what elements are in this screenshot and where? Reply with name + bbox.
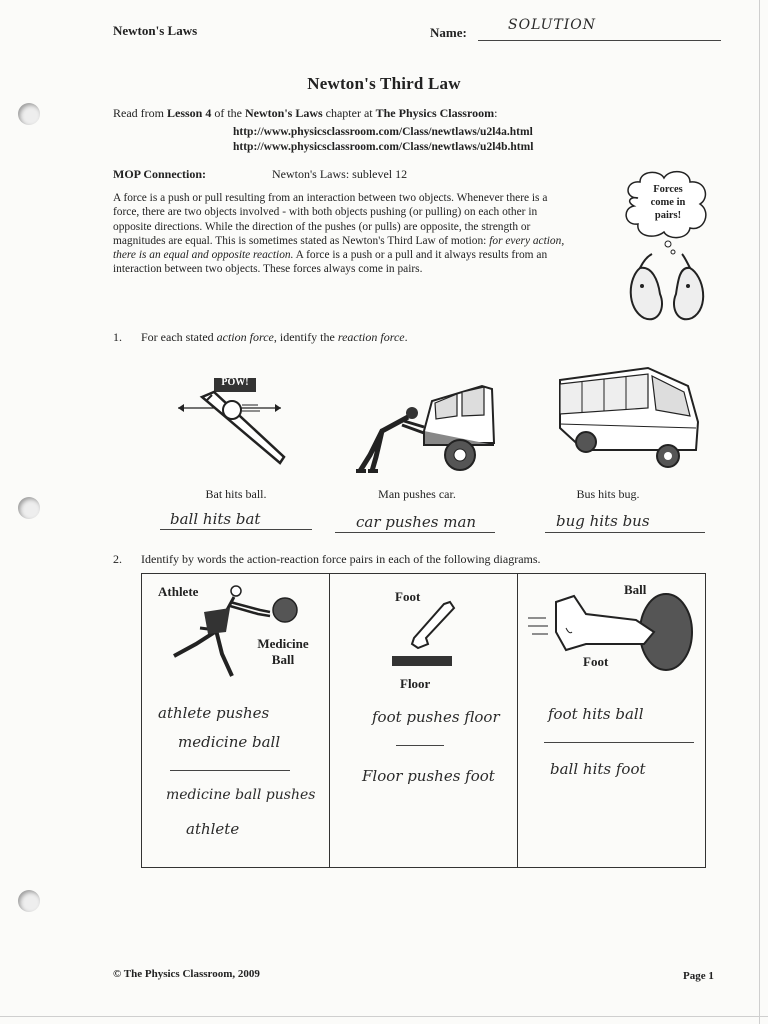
cell3-answer1: foot hits ball — [548, 705, 644, 723]
intro-paragraph: A force is a push or pull resulting from an interaction between two objects. Whenever there is a force, there are two objects involved - with both objects pushing (or pulling) on each other in opposite directions. While the direction of the pushes (or pulls) are opposite, the strength or magnitudes are equal. This is sometimes stated as Newton's Third Law of motion: for every action, there is an equal and opposite reaction. A force is a push or a pull and it always results from an interaction between two objects. These forces always come in pairs. — [113, 192, 565, 276]
answer-bus: bug hits bus — [556, 512, 650, 530]
caption-car: Man pushes car. — [378, 487, 456, 501]
reading-instructions: Read from Lesson 4 of the Newton's Laws chapter at The Physics Classroom: — [113, 106, 498, 120]
q2-number: 2. — [113, 552, 122, 566]
course-title: Newton's Laws — [113, 23, 198, 38]
answer-line-bat — [160, 529, 312, 530]
cell1-divider — [170, 770, 290, 771]
man-car-illustration — [332, 381, 497, 476]
caption-bat: Bat hits ball. — [205, 487, 267, 501]
q2-prompt: Identify by words the action-reaction force pairs in each of the following diagrams. — [141, 552, 541, 566]
pow-label: POW! — [221, 377, 249, 388]
cell2-answer2: Floor pushes foot — [362, 767, 495, 785]
page-number: Page 1 — [683, 970, 714, 982]
label-floor: Floor — [400, 676, 431, 691]
mop-value: Newton's Laws: sublevel 12 — [272, 167, 408, 181]
binder-hole-bottom — [18, 890, 40, 912]
foot-floor-illustration — [392, 598, 462, 670]
cell1-answer2-line2: athlete — [186, 820, 240, 838]
name-line — [478, 40, 721, 41]
cloud-caption: Forces come in pairs! — [650, 184, 686, 221]
lesson-url-b[interactable]: http://www.physicsclassroom.com/Class/newtlaws/u2l4b.html — [233, 141, 534, 153]
label-foot-2: Foot — [583, 654, 609, 669]
label-medicine-ball: Medicine Ball — [257, 636, 309, 667]
cell1-answer2-line1: medicine ball pushes — [166, 787, 316, 803]
cell3-answer2: ball hits foot — [550, 760, 646, 778]
cell2-answer1: foot pushes floor — [372, 708, 500, 726]
page-title: Newton's Third Law — [307, 74, 461, 93]
name-label: Name: — [430, 25, 467, 40]
answer-line-bus — [545, 532, 705, 533]
q1-number: 1. — [113, 330, 122, 344]
lesson-url-a[interactable]: http://www.physicsclassroom.com/Class/newtlaws/u2l4a.html — [233, 126, 533, 138]
page-edge — [759, 0, 760, 1024]
mop-label: MOP Connection: — [113, 167, 206, 181]
bus-illustration — [556, 364, 706, 474]
cell2-divider — [396, 745, 444, 746]
label-athlete: Athlete — [158, 584, 199, 599]
name-value: SOLUTION — [508, 17, 596, 33]
q1-prompt: For each stated action force, identify the reaction force. — [141, 330, 408, 344]
binder-hole-middle — [18, 497, 40, 519]
answer-car: car pushes man — [356, 513, 477, 531]
copyright: © The Physics Classroom, 2009 — [113, 968, 260, 980]
label-ball: Ball — [624, 582, 647, 597]
binder-hole-top — [18, 103, 40, 125]
cell1-answer1-line2: medicine ball — [178, 733, 281, 751]
q2-divider-2 — [517, 573, 518, 868]
q2-divider-1 — [329, 573, 330, 868]
cell3-divider — [544, 742, 694, 743]
answer-bat: ball hits bat — [170, 510, 261, 528]
page-bottom-edge — [0, 1016, 768, 1017]
caption-bus: Bus hits bug. — [576, 487, 640, 501]
foot-ball-illustration — [526, 592, 696, 672]
bat-ball-illustration — [176, 375, 291, 470]
label-foot: Foot — [395, 589, 421, 604]
cell1-answer1-line1: athlete pushes — [158, 704, 270, 722]
answer-line-car — [335, 532, 495, 533]
athlete-illustration — [160, 584, 305, 684]
